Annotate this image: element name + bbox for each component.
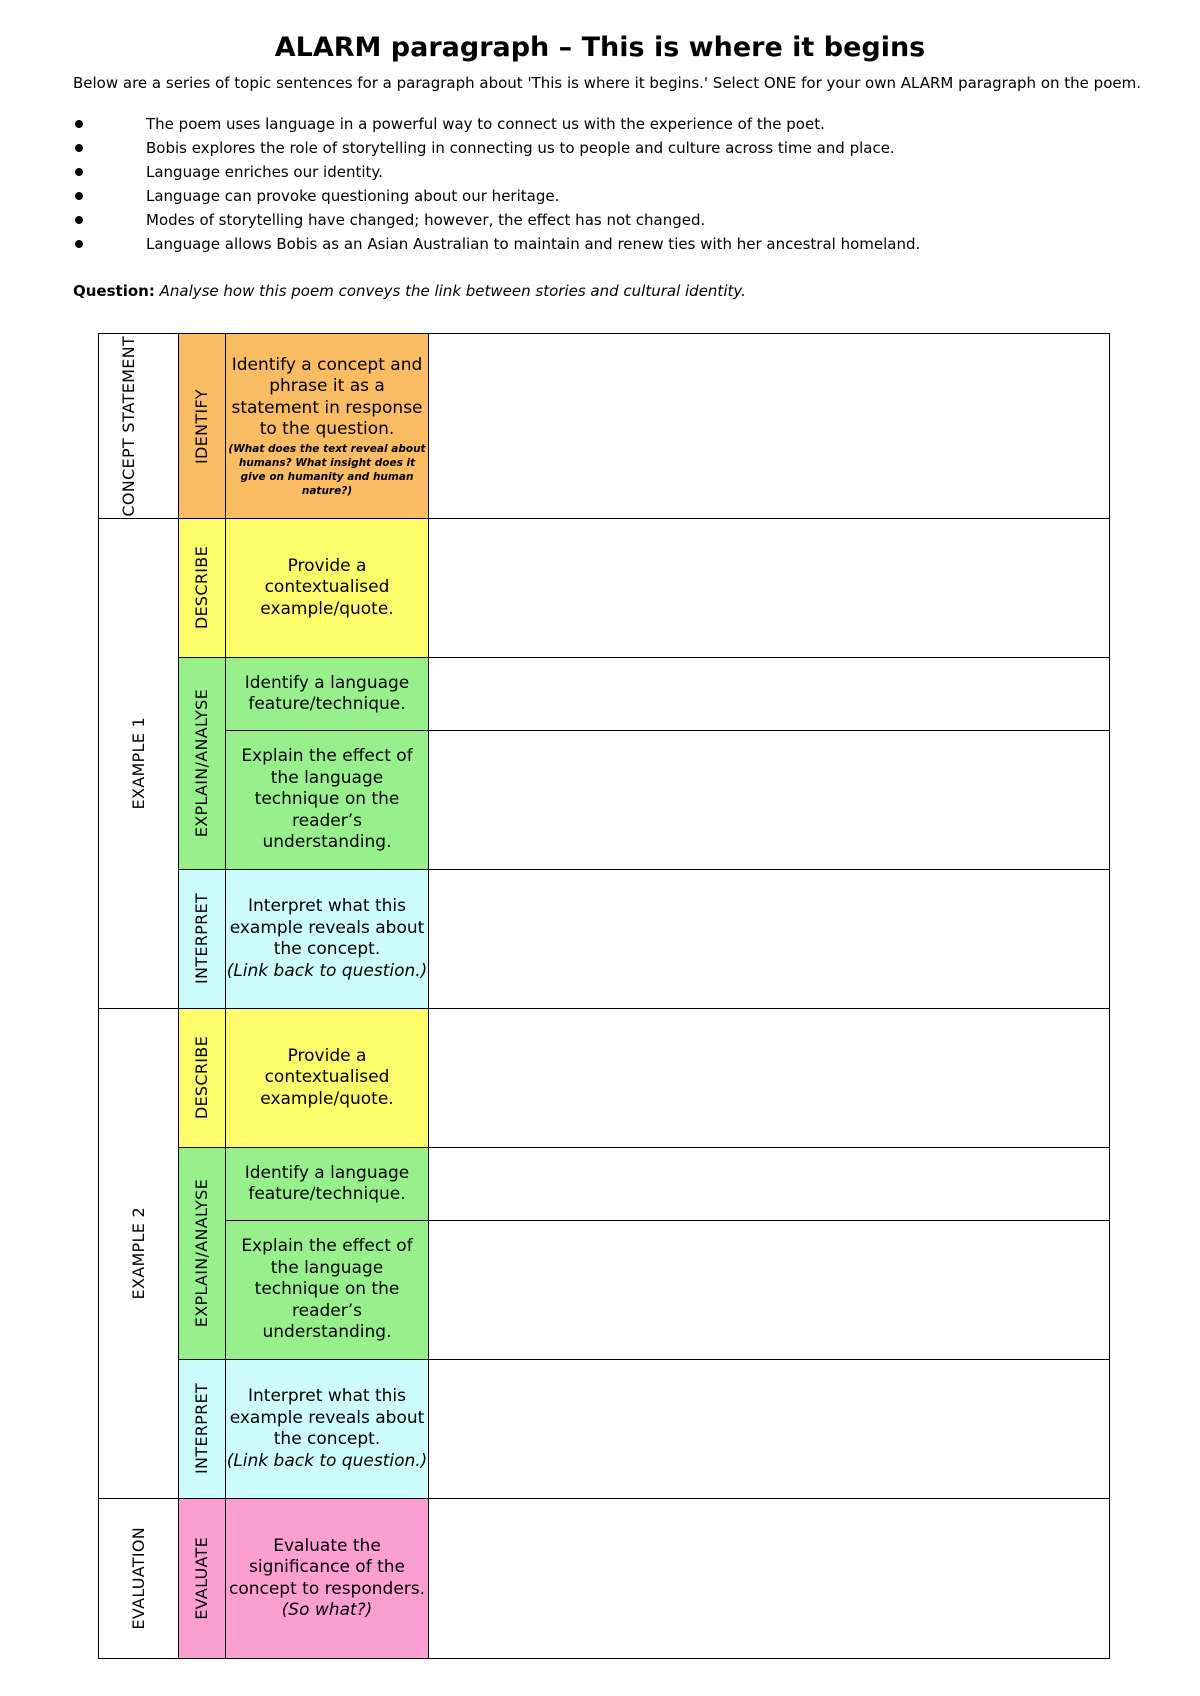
instruction-technique: Identify a language feature/technique. — [226, 1148, 429, 1221]
table-row — [99, 1148, 1110, 1221]
table-row — [99, 334, 1110, 519]
answer-cell-evaluate[interactable] — [429, 1499, 1110, 1659]
instruction-identify-note: (What does the text reveal about humans? What insight does it give on humanity and human nature?) — [228, 442, 426, 497]
instruction-effect: Explain the effect of the language technique on the reader’s understanding. — [226, 731, 429, 870]
bullet-icon — [75, 192, 83, 200]
instruction-technique: Identify a language feature/technique. — [226, 658, 429, 731]
step-evaluate: EVALUATE — [179, 1499, 226, 1659]
table-row — [99, 1009, 1110, 1148]
bullet-icon — [75, 216, 83, 224]
list-item: Language allows Bobis as an Asian Australian to maintain and renew ties with her ancestral homeland. — [73, 232, 920, 256]
answer-cell-effect-1[interactable] — [429, 731, 1110, 870]
section-example-1: EXAMPLE 1 — [99, 519, 179, 1009]
answer-cell-technique-1[interactable] — [429, 658, 1110, 731]
step-interpret: INTERPRET — [179, 870, 226, 1009]
bullet-icon — [75, 120, 83, 128]
question-label: Question: — [73, 282, 155, 300]
answer-cell-technique-2[interactable] — [429, 1148, 1110, 1221]
bullet-icon — [75, 168, 83, 176]
list-item: Bobis explores the role of storytelling in connecting us to people and culture across time and place. — [73, 136, 920, 160]
instruction-interpret: Interpret what this example reveals about the concept. (Link back to question.) — [226, 870, 429, 1009]
list-item: Language can provoke questioning about our heritage. — [73, 184, 920, 208]
step-describe: DESCRIBE — [179, 1009, 226, 1148]
instruction-describe: Provide a contextualised example/quote. — [226, 1009, 429, 1148]
step-explain-analyse: EXPLAIN/ANALYSE — [179, 658, 226, 870]
table-row — [99, 1360, 1110, 1499]
instruction-describe: Provide a contextualised example/quote. — [226, 519, 429, 658]
instruction-identify: Identify a concept and phrase it as a statement in response to the question. (What does the text reveal about humans? What insight does it give on humanity and human nature?) — [226, 334, 429, 519]
topic-sentence-list — [73, 112, 920, 256]
instruction-interpret-note: (Link back to question.) — [226, 960, 428, 981]
table-row — [99, 870, 1110, 1009]
list-item: The poem uses language in a powerful way to connect us with the experience of the poet. — [73, 112, 920, 136]
question-text: Analyse how this poem conveys the link between stories and cultural identity. — [159, 282, 746, 300]
alarm-table — [98, 333, 1110, 1659]
answer-cell-describe-2[interactable] — [429, 1009, 1110, 1148]
list-item: Language enriches our identity. — [73, 160, 920, 184]
intro-text: Below are a series of topic sentences for a paragraph about 'This is where it begins.' Select ONE for your own ALARM paragraph on the poem. — [73, 74, 1141, 92]
question — [73, 282, 746, 300]
section-evaluation: EVALUATION — [99, 1499, 179, 1659]
step-explain-analyse: EXPLAIN/ANALYSE — [179, 1148, 226, 1360]
instruction-interpret-note: (Link back to question.) — [226, 1450, 428, 1471]
page-title: ALARM paragraph – This is where it begins — [274, 32, 926, 63]
answer-cell-interpret-2[interactable] — [429, 1360, 1110, 1499]
answer-cell-effect-2[interactable] — [429, 1221, 1110, 1360]
table-row — [99, 731, 1110, 870]
bullet-icon — [75, 144, 83, 152]
section-concept-statement: CONCEPT STATEMENT — [99, 334, 179, 519]
list-item: Modes of storytelling have changed; however, the effect has not changed. — [73, 208, 920, 232]
table-row — [99, 658, 1110, 731]
section-example-2: EXAMPLE 2 — [99, 1009, 179, 1499]
step-identify: IDENTIFY — [179, 334, 226, 519]
instruction-evaluate-note: (So what?) — [281, 1600, 373, 1620]
instruction-effect: Explain the effect of the language technique on the reader’s understanding. — [226, 1221, 429, 1360]
table-row — [99, 1499, 1110, 1659]
instruction-evaluate: Evaluate the significance of the concept to responders. (So what?) — [226, 1499, 429, 1659]
answer-cell-describe-1[interactable] — [429, 519, 1110, 658]
answer-cell-identify[interactable] — [429, 334, 1110, 519]
instruction-interpret: Interpret what this example reveals about the concept. (Link back to question.) — [226, 1360, 429, 1499]
step-describe: DESCRIBE — [179, 519, 226, 658]
bullet-icon — [75, 240, 83, 248]
answer-cell-interpret-1[interactable] — [429, 870, 1110, 1009]
step-interpret: INTERPRET — [179, 1360, 226, 1499]
table-row — [99, 519, 1110, 658]
table-row — [99, 1221, 1110, 1360]
